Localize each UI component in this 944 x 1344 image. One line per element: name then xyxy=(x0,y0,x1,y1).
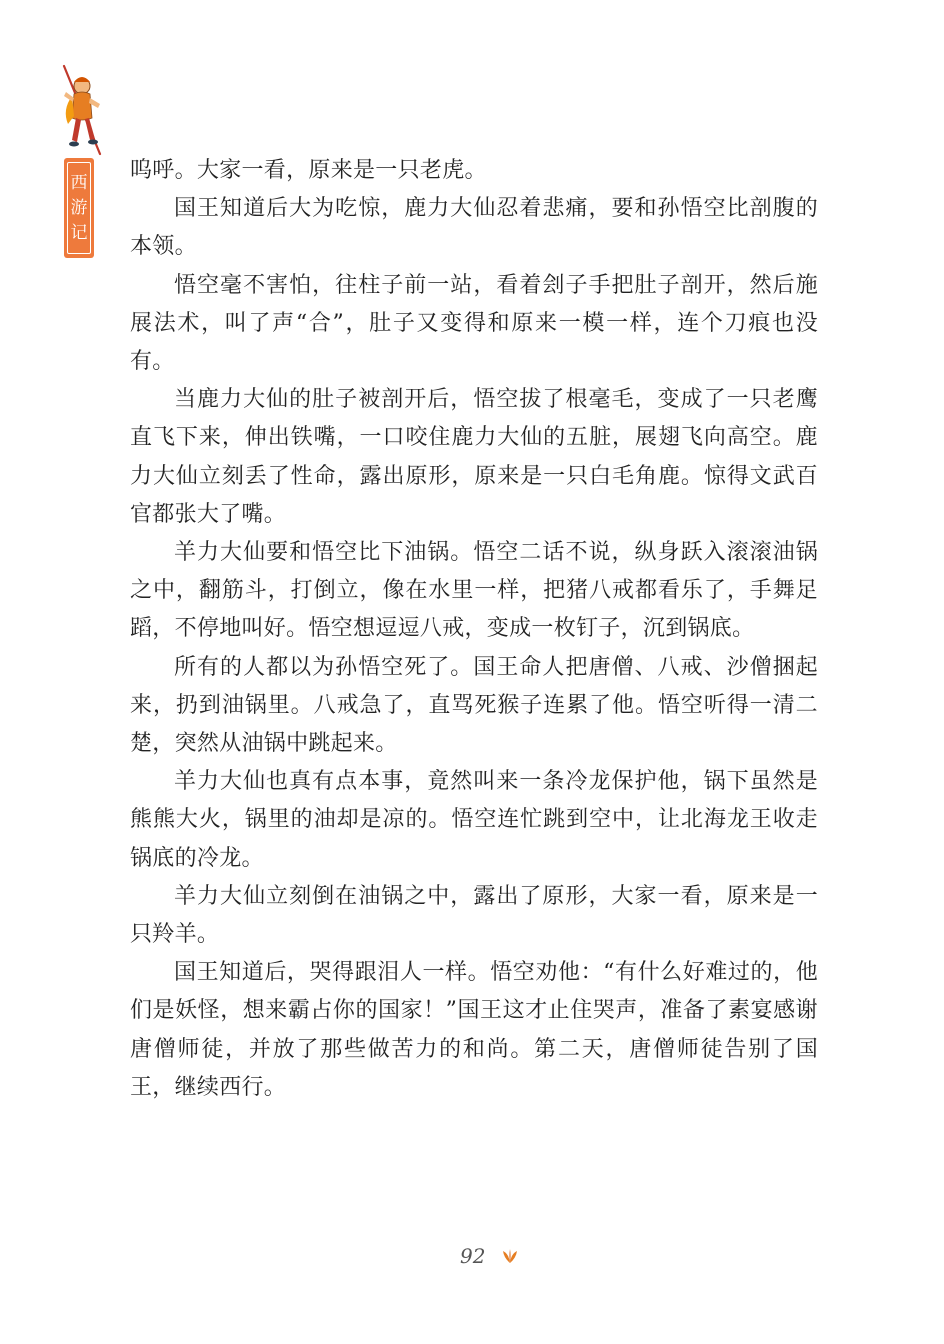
leaf-ornament-icon xyxy=(500,1248,520,1264)
paragraph: 当鹿力大仙的肚子被剖开后，悟空拔了根毫毛，变成了一只老鹰直飞下来，伸出铁嘴，一口咬住鹿力大仙的五脏，展翅飞向高空。鹿力大仙立刻丢了性命，露出原形，原来是一只白毛角鹿。惊得文武百官都张大了嘴。 xyxy=(130,387,818,527)
paragraph: 羊力大仙立刻倒在油锅之中，露出了原形，大家一看，原来是一只羚羊。 xyxy=(130,883,818,948)
paragraph: 呜呼。大家一看，原来是一只老虎。 xyxy=(130,158,487,183)
book-title-char: 游 xyxy=(70,198,88,218)
book-title-char: 记 xyxy=(70,223,88,243)
paragraph: 悟空毫不害怕，往柱子前一站，看着刽子手把肚子剖开，然后施展法术，叫了声“合”，肚子又变得和原来一模一样，连个刀痕也没有。 xyxy=(130,272,818,375)
paragraph: 羊力大仙要和悟空比下油锅。悟空二话不说，纵身跃入滚滚油锅之中，翻筋斗，打倒立，像在水里一样，把猪八戒都看乐了，手舞足蹈，不停地叫好。悟空想逗逗八戒，变成一枚钉子，沉到锅底。 xyxy=(130,540,818,642)
page-number: 92 xyxy=(460,1244,486,1268)
paragraph: 国王知道后，哭得跟泪人一样。悟空劝他：“有什么好难过的，他们是妖怪，想来霸占你的国家！”国王这才止住哭声，准备了素宴感谢唐僧师徒，并放了那些做苦力的和尚。第二天，唐僧师徒告别了国王，继续西行。 xyxy=(130,960,818,1100)
paragraph: 国王知道后大为吃惊，鹿力大仙忍着悲痛，要和孙悟空比剖腹的本领。 xyxy=(130,196,818,260)
paragraph: 所有的人都以为孙悟空死了。国王命人把唐僧、八戒、沙僧捆起来，扔到油锅里。八戒急了，直骂死猴子连累了他。悟空听得一清二楚，突然从油锅中跳起来。 xyxy=(130,654,818,757)
monkey-king-icon xyxy=(52,62,112,158)
book-title-char: 西 xyxy=(70,173,88,193)
book-title-tab xyxy=(64,158,94,258)
chapter-body xyxy=(130,152,818,1107)
paragraph: 羊力大仙也真有点本事，竟然叫来一条冷龙保护他，锅下虽然是熊熊大火，锅里的油却是凉的。悟空连忙跳到空中，让北海龙王收走锅底的冷龙。 xyxy=(130,769,818,871)
